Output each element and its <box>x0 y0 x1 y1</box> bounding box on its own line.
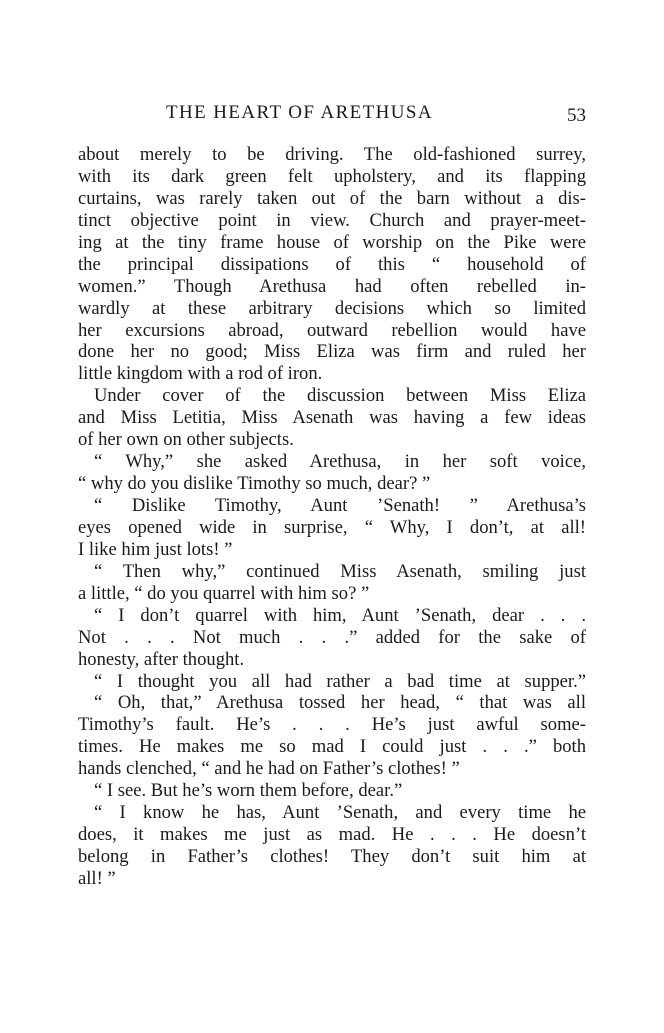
text-line: “ I know he has, Aunt ’Senath, and every time he <box>94 802 586 824</box>
text-line: done her no good; Miss Eliza was firm and ruled her <box>78 341 586 363</box>
text-line: curtains, was rarely taken out of the barn without a dis- <box>78 187 586 209</box>
text-line: belong in Father’s clothes! They don’t suit him at <box>78 846 586 867</box>
text-line: and Miss Letitia, Miss Asenath was having a few ideas <box>78 407 586 429</box>
text-line: the principal dissipations of this “ household of <box>78 253 586 275</box>
text-line: tinct objective point in view. Church and prayer-meet- <box>78 209 586 231</box>
text-line: “ I see. But he’s worn them before, dear.” <box>94 780 403 802</box>
text-line: hands clenched, “ and he had on Father’s clothes! ” <box>78 758 460 780</box>
text-line: Timothy’s fault. He’s . . . He’s just awful some- <box>78 714 586 736</box>
text-line: ing at the tiny frame house of worship on the Pike were <box>78 231 586 253</box>
text-line: little kingdom with a rod of iron. <box>78 363 323 385</box>
running-head <box>78 101 586 127</box>
text-line: with its dark green felt upholstery, and its flapping <box>78 165 586 187</box>
text-line: “ Then why,” continued Miss Asenath, smiling just <box>94 560 586 582</box>
body-text <box>78 144 586 890</box>
text-line: all! ” <box>78 867 116 889</box>
text-line: “ I thought you all had rather a bad time at supper.” <box>94 670 586 692</box>
text-line: “ Why,” she asked Arethusa, in her soft voice, <box>94 451 586 473</box>
text-line: Under cover of the discussion between Miss Eliza <box>94 385 586 407</box>
text-line: “ why do you dislike Timothy so much, dear? ” <box>78 473 431 495</box>
text-line: honesty, after thought. <box>78 648 245 670</box>
text-line: “ Oh, that,” Arethusa tossed her head, “ that was all <box>94 692 586 714</box>
text-line: of her own on other subjects. <box>78 429 294 451</box>
text-line: about merely to be driving. The old-fashioned surrey, <box>78 144 586 165</box>
text-line: a little, “ do you quarrel with him so? ” <box>78 582 370 604</box>
text-line: “ I don’t quarrel with him, Aunt ’Senath, dear . . . <box>94 604 586 626</box>
text-line: Not . . . Not much . . .” added for the sake of <box>78 626 586 648</box>
text-line: I like him just lots! ” <box>78 538 233 560</box>
page-number: 53 <box>567 105 586 126</box>
text-line: times. He makes me so mad I could just . . .” both <box>78 736 586 758</box>
text-line: her excursions abroad, outward rebellion would have <box>78 319 586 341</box>
text-line: wardly at these arbitrary decisions which so limited <box>78 297 586 319</box>
running-title: THE HEART OF ARETHUSA <box>166 102 434 123</box>
text-line: women.” Though Arethusa had often rebelled in- <box>78 275 586 297</box>
text-line: does, it makes me just as mad. He . . . He doesn’t <box>78 824 586 846</box>
text-line: “ Dislike Timothy, Aunt ’Senath! ” Arethusa’s <box>94 495 586 516</box>
text-line: eyes opened wide in surprise, “ Why, I don’t, at all! <box>78 516 586 538</box>
